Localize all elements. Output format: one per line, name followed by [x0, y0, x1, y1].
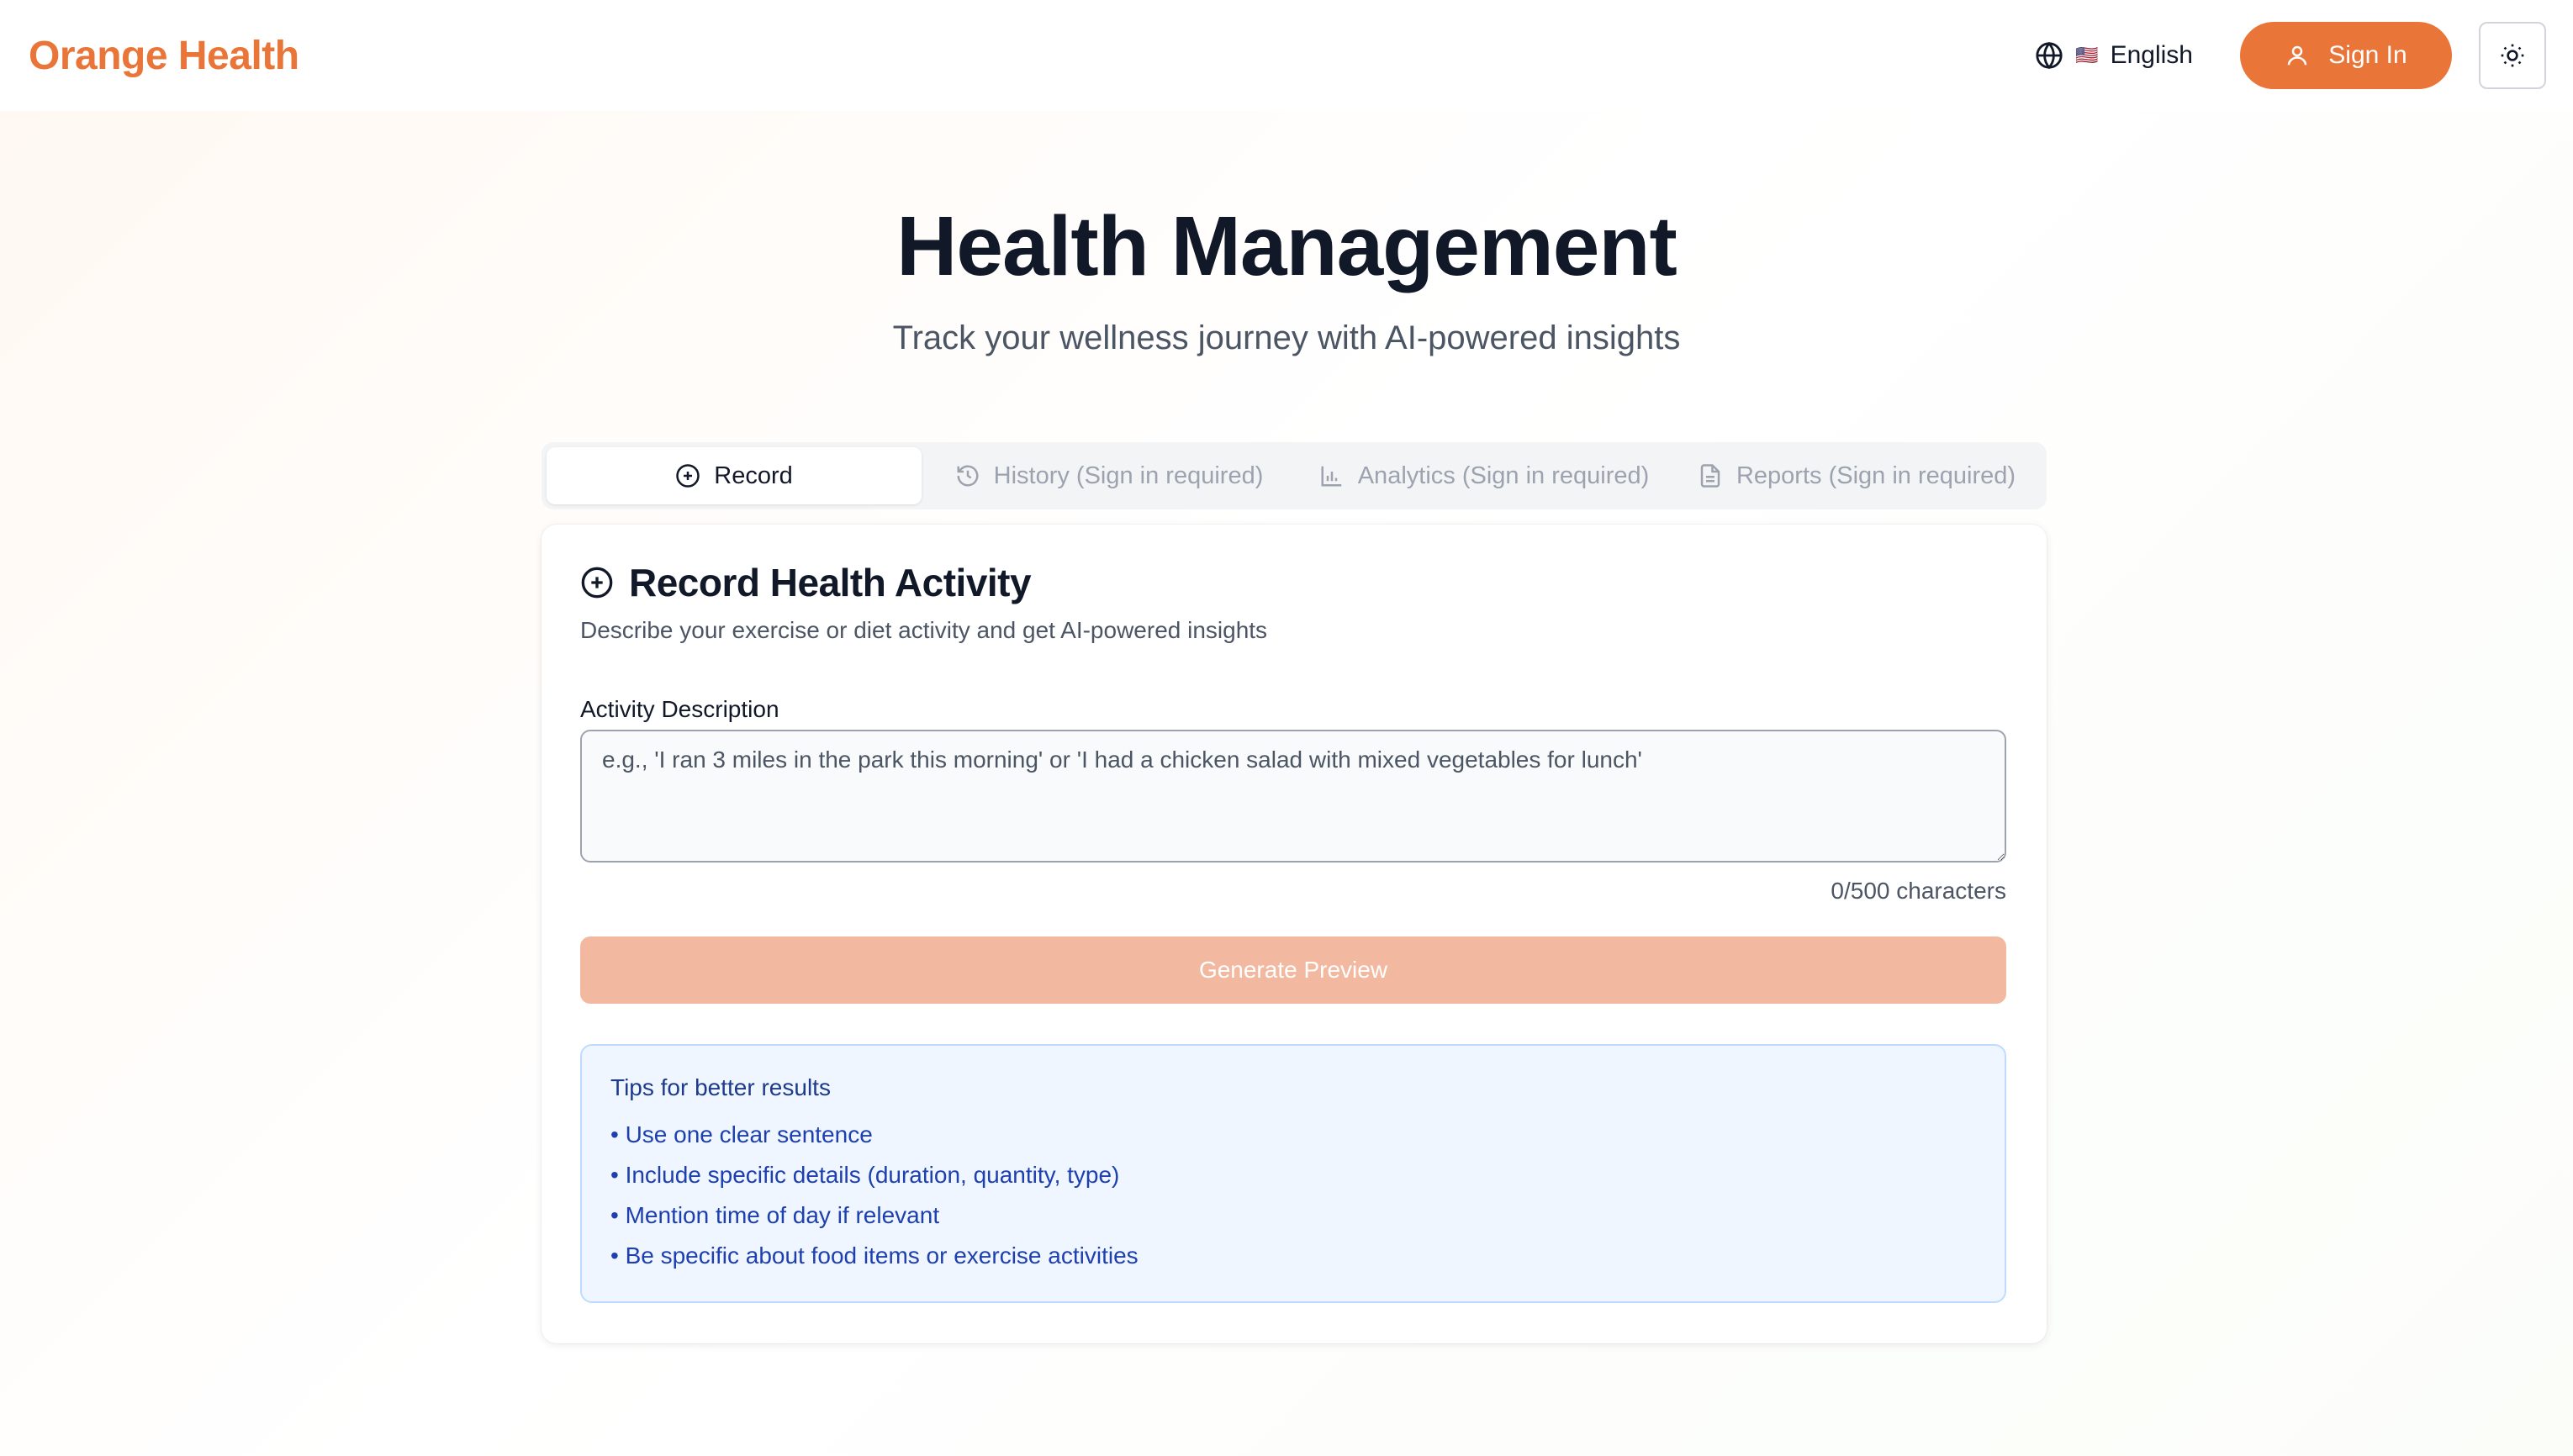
tips-title: Tips for better results — [610, 1074, 831, 1100]
user-icon — [2285, 43, 2310, 68]
tip-item: • Be specific about food items or exercise activities — [610, 1242, 1139, 1269]
card-title — [580, 560, 1031, 605]
top-nav — [0, 0, 2573, 111]
brand-logo[interactable]: Orange Health — [29, 33, 299, 78]
tips-box — [580, 1044, 2006, 1303]
sun-icon — [2499, 42, 2526, 69]
theme-toggle-button[interactable] — [2479, 22, 2546, 89]
sign-in-label: Sign In — [2328, 41, 2407, 69]
tab-history[interactable] — [922, 447, 1297, 504]
tab-label: History (Sign in required) — [993, 462, 1264, 489]
tab-reports[interactable] — [1672, 447, 2042, 504]
card-description: Describe your exercise or diet activity and get AI-powered insights — [580, 617, 1268, 643]
sign-in-button[interactable] — [2240, 22, 2452, 89]
history-icon — [955, 463, 980, 488]
tip-item: • Use one clear sentence — [610, 1121, 873, 1147]
generate-preview-button[interactable]: Generate Preview — [580, 936, 2006, 1004]
tab-label: Analytics (Sign in required) — [1357, 462, 1650, 489]
tab-analytics[interactable] — [1297, 447, 1672, 504]
language-selector[interactable] — [2035, 41, 2193, 70]
bar-chart-icon — [1319, 463, 1345, 488]
tab-label: Record — [714, 462, 793, 489]
page-title: Health Management — [896, 199, 1677, 293]
tab-label: Reports (Sign in required) — [1736, 462, 2016, 489]
flag-icon: 🇺🇸 — [2075, 45, 2099, 66]
header-actions — [2035, 22, 2546, 89]
character-count: 0/500 characters — [1831, 878, 2006, 904]
language-label: English — [2110, 41, 2193, 69]
activity-description-input[interactable] — [580, 730, 2006, 863]
tab-bar — [542, 442, 2047, 509]
tab-record[interactable] — [547, 447, 922, 504]
activity-description-label: Activity Description — [580, 696, 779, 722]
tip-item: • Mention time of day if relevant — [610, 1202, 940, 1228]
page-subtitle: Track your wellness journey with AI-powered insights — [892, 319, 1681, 356]
plus-circle-icon — [675, 463, 700, 488]
tips-list — [610, 1115, 1976, 1276]
document-icon — [1698, 463, 1723, 488]
plus-circle-icon — [580, 566, 614, 599]
tip-item: • Include specific details (duration, quantity, type) — [610, 1162, 1120, 1188]
globe-icon — [2035, 41, 2063, 70]
record-activity-card — [542, 525, 2047, 1343]
card-title-text: Record Health Activity — [629, 561, 1032, 604]
